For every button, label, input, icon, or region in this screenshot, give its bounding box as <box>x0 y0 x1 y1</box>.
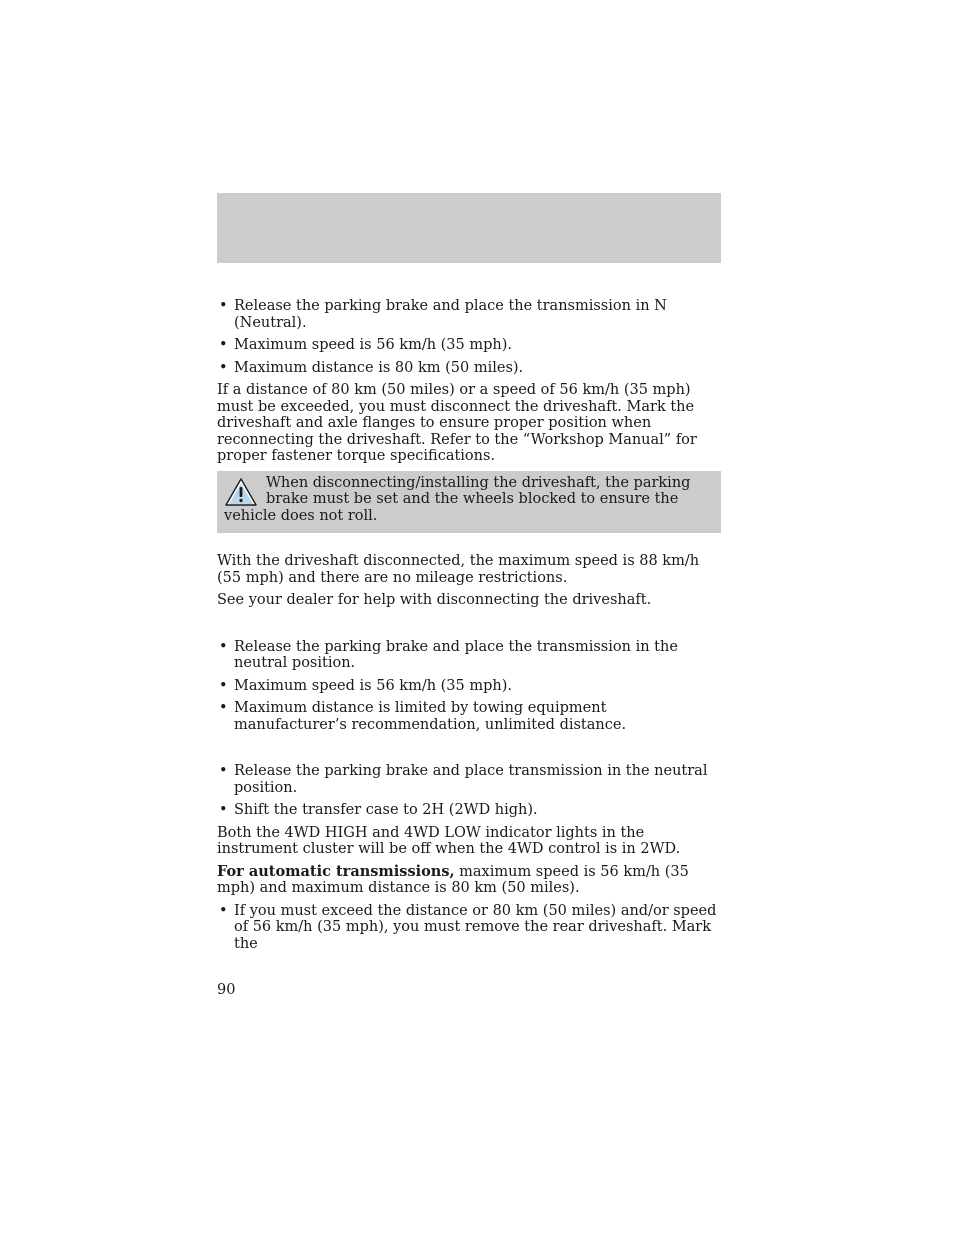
warning-text: When disconnecting/installing the driveshaft, the parking brake must be set and the wheels blocked to ensure the vehicle does not roll. <box>224 474 691 524</box>
list-item: • Release the parking brake and place the transmission in N (Neutral). <box>219 298 667 331</box>
dealer-paragraph: See your dealer for help with disconnecting the driveshaft. <box>217 592 652 608</box>
disconnected-paragraph: With the driveshaft disconnected, the maximum speed is 88 km/h (55 mph) and there are no mileage restrictions. <box>217 553 700 586</box>
header-band <box>217 193 721 263</box>
list-item: • Release the parking brake and place the transmission in the neutral position. <box>219 638 678 671</box>
page-content <box>217 298 721 958</box>
automatic-label: For automatic transmissions, <box>217 862 455 880</box>
driveshaft-paragraph: If a distance of 80 km (50 miles) or a speed of 56 km/h (35 mph) must be exceeded, you must disconnect the driveshaft. Mark the driveshaft and axle flanges to ensure proper position when reconnecting the driveshaft. Refer to the “Workshop Manual” for proper fastener torque specifications. <box>217 382 697 464</box>
page-number: 90 <box>217 982 236 998</box>
automatic-paragraph: For automatic transmissions, maximum speed is 56 km/h (35 mph) and maximum distance is 80 km (50 miles). <box>217 862 689 896</box>
warning-box <box>217 471 721 534</box>
indicator-paragraph: Both the 4WD HIGH and 4WD LOW indicator lights in the instrument cluster will be off when the 4WD control is in 2WD. <box>217 824 681 857</box>
list-item: • Release the parking brake and place transmission in the neutral position. <box>219 763 708 796</box>
list-item: • Maximum distance is limited by towing equipment manufacturer’s recommendation, unlimited distance. <box>219 700 627 733</box>
list-item: • Shift the transfer case to 2H (2WD high). <box>219 802 538 818</box>
list-item: • Maximum distance is 80 km (50 miles). <box>219 359 524 376</box>
list-item: • If you must exceed the distance or 80 km (50 miles) and/or speed of 56 km/h (35 mph), you must remove the rear driveshaft. Mark the <box>219 902 717 952</box>
warning-triangle-icon <box>224 477 258 507</box>
list-item: • Maximum speed is 56 km/h (35 mph). <box>219 337 512 353</box>
list-item: • Maximum speed is 56 km/h (35 mph). <box>219 677 512 694</box>
